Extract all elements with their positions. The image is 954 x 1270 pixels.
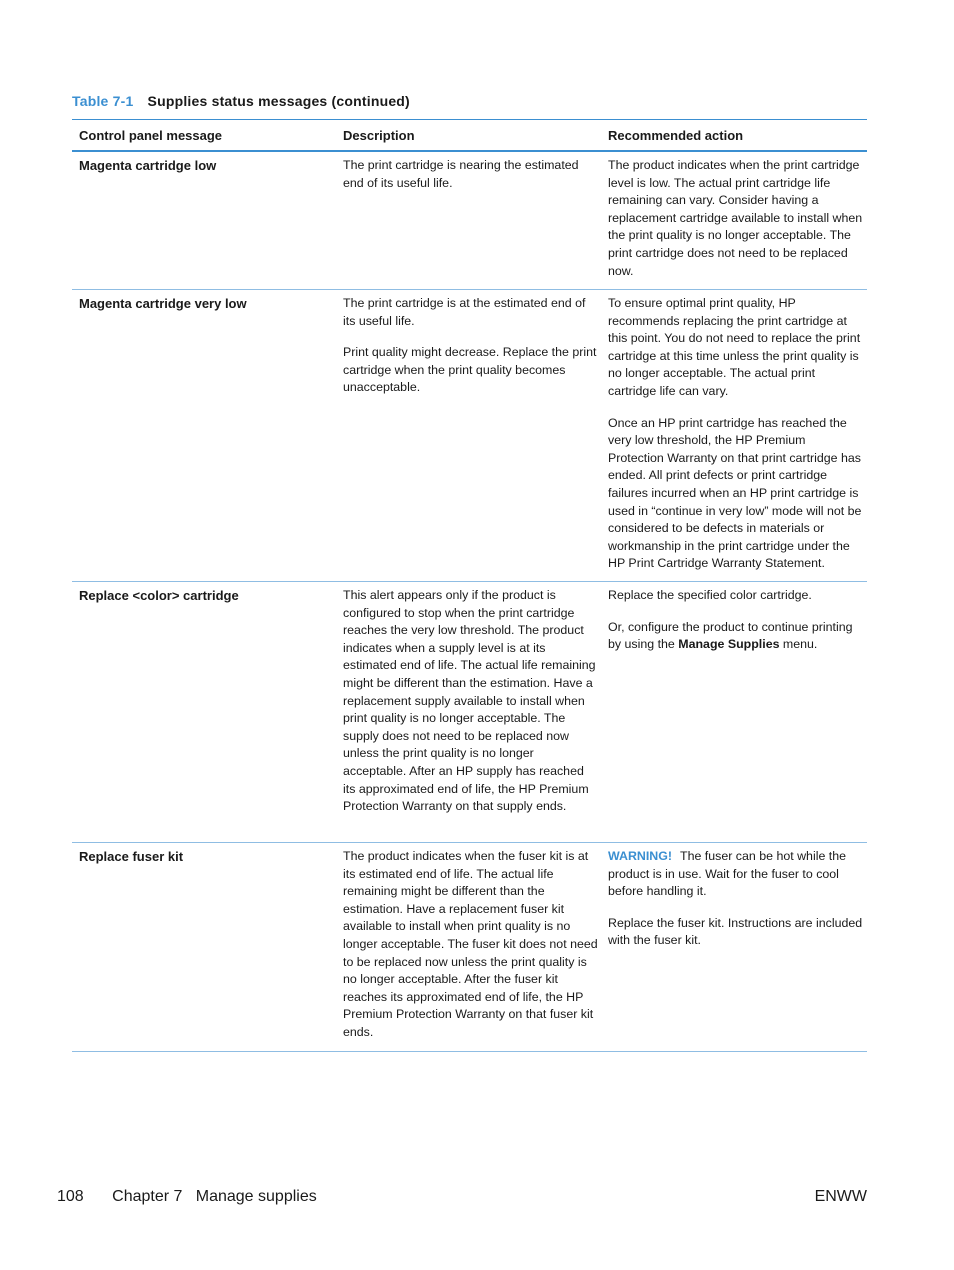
- footer-right: ENWW: [814, 1188, 867, 1205]
- action-paragraph: The product indicates when the print cartridge level is low. The actual print cartridge life remaining can vary. Consider having a replacement cartridge available to install when the print quality is no longer acceptable. The print cartridge does not need to be replaced now.: [608, 158, 863, 278]
- header-recommended-action: Recommended action: [608, 127, 744, 143]
- footer-left: [57, 1188, 317, 1206]
- description-paragraph: The print cartridge is at the estimated end of its useful life.: [343, 296, 586, 328]
- action-paragraph: Once an HP print cartridge has reached the very low threshold, the HP Premium Protection Warranty on that print cartridge has ended. All print defects or print cartridge failures incurred when an HP print cartridge is used in “continue in very low” mode will not be considered to be defects in materials or workmanship in the print cartridge under the HP Print Cartridge Warranty Statement.: [608, 415, 862, 571]
- table-row: [72, 843, 867, 1052]
- page-number: 108: [57, 1188, 84, 1205]
- action-paragraph: [608, 619, 863, 654]
- table-number: Table 7-1: [72, 93, 134, 109]
- warning-label: WARNING!: [608, 849, 673, 863]
- warning-text: The fuser can be hot while the product is in use. Wait for the fuser to cool before handling it.: [608, 849, 847, 899]
- action-paragraph: Replace the fuser kit. Instructions are included with the fuser kit.: [608, 915, 863, 948]
- row-message: Magenta cartridge very low: [79, 296, 247, 311]
- action-paragraph: Replace the specified color cartridge.: [608, 588, 812, 602]
- table-row: [72, 290, 867, 582]
- table-caption: [72, 93, 410, 109]
- row-message: Replace <color> cartridge: [79, 588, 239, 603]
- supplies-status-table: [72, 119, 867, 1052]
- description-paragraph: The print cartridge is nearing the estimated end of its useful life.: [343, 158, 579, 190]
- header-control-panel-message: Control panel message: [79, 127, 223, 143]
- description-paragraph: This alert appears only if the product is configured to stop when the print cartridge reaches the very low threshold. The product indicates when a supply level is at its estimated end of life. The actual life remaining might be different than the estimation. Have a replacement supply available to install when print quality is no longer acceptable. The supply does not need to be replaced now unless the print quality is no longer acceptable. After an HP supply has reached its approximated end of life, the HP Premium Protection Warranty on that supply ends.: [343, 588, 596, 814]
- table-row: [72, 152, 867, 290]
- row-action: [602, 848, 867, 1051]
- manage-supplies-menu-name: Manage Supplies: [678, 637, 780, 652]
- chapter-title: Chapter 7 Manage supplies: [112, 1188, 317, 1205]
- row-description: [337, 295, 602, 581]
- row-description: [337, 587, 602, 842]
- table-header: [72, 119, 867, 152]
- warning-paragraph: [608, 848, 863, 901]
- row-action: [602, 587, 867, 842]
- table-title: Supplies status messages (continued): [147, 93, 410, 109]
- row-description: [337, 848, 602, 1051]
- action-text: Or, configure the product to continue printing by using the: [608, 619, 853, 652]
- action-text: menu.: [779, 637, 818, 652]
- row-action: [602, 157, 867, 289]
- description-paragraph: Print quality might decrease. Replace the print cartridge when the print quality becomes unacceptable.: [343, 345, 597, 395]
- row-action: [602, 295, 867, 581]
- row-description: [337, 157, 602, 289]
- page-footer: [57, 1188, 867, 1206]
- row-message: Replace fuser kit: [79, 849, 184, 864]
- header-description: Description: [343, 127, 415, 143]
- description-paragraph: The product indicates when the fuser kit is at its estimated end of life. The actual life remaining might be different than the estimation. Have a replacement fuser kit available to install when print quality is no longer acceptable. The fuser kit does not need to be replaced now unless the print quality is no longer acceptable. After the fuser kit reaches its approximated end of life, the HP Premium Protection Warranty on that fuser kit ends.: [343, 849, 598, 1039]
- row-message: Magenta cartridge low: [79, 158, 217, 173]
- action-paragraph: To ensure optimal print quality, HP recommends replacing the print cartridge at this point. You do not need to replace the print cartridge at this time unless the print quality is no longer acceptable. The actual print cartridge life can vary.: [608, 296, 861, 398]
- table-row: [72, 582, 867, 843]
